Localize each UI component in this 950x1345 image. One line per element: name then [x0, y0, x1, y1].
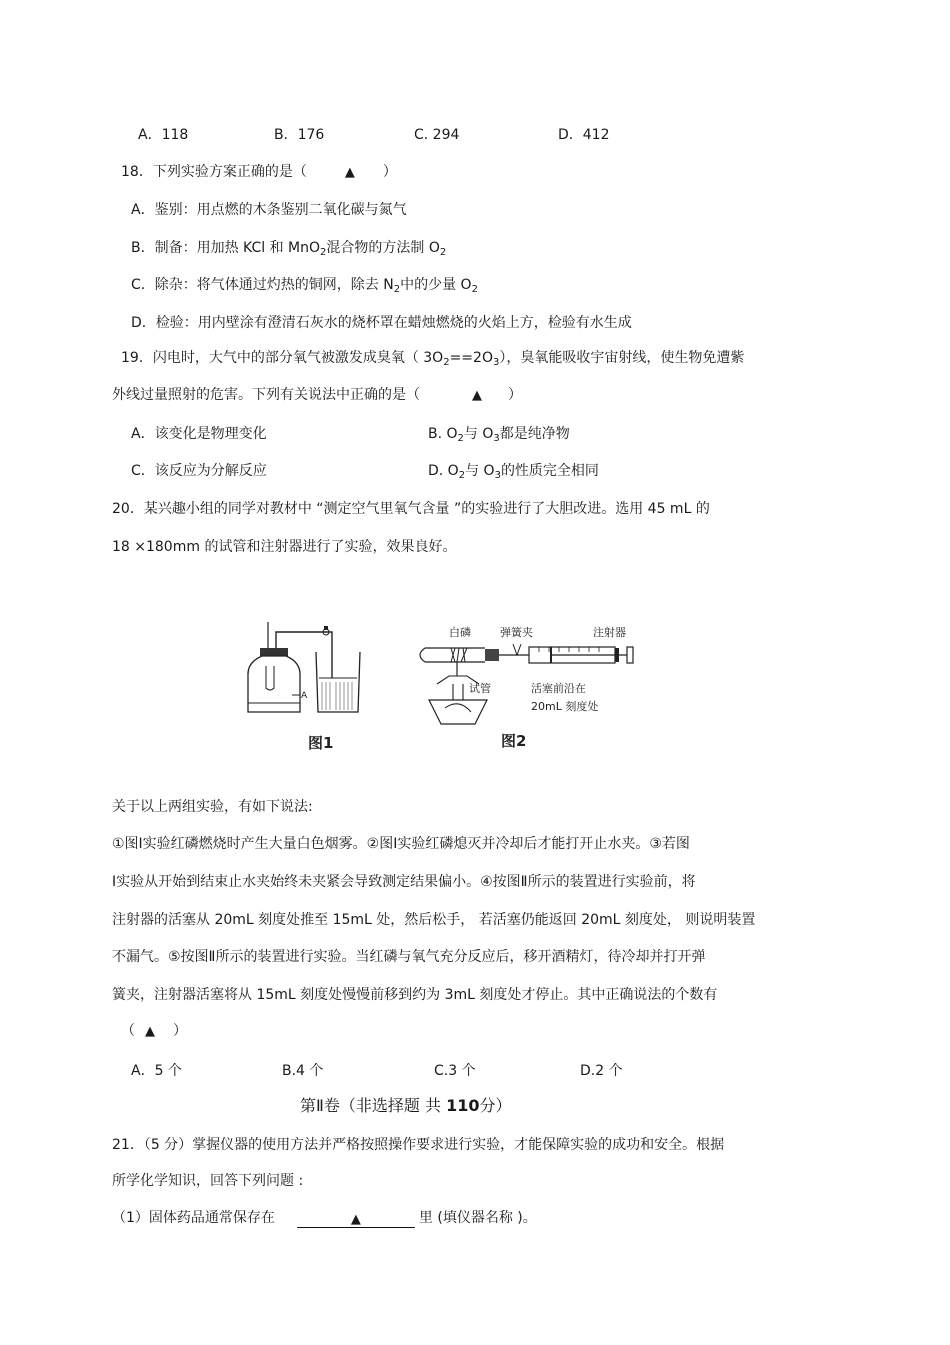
subscript: 2: [458, 470, 466, 481]
subscript: 2: [457, 433, 464, 444]
q19-text: ==2O: [449, 350, 493, 366]
q17-option-a: A．118: [138, 127, 189, 143]
subscript: 2: [471, 284, 478, 295]
subscript: 2: [439, 247, 447, 258]
q18-option-c-text-2: 中的少量 O: [400, 277, 472, 293]
q18-option-b-text-2: 混合物的方法制 O: [326, 240, 440, 256]
fig2-label-spring-clamp: 弹簧夹: [500, 626, 533, 639]
answer-marker-icon: ▲: [145, 1024, 155, 1039]
answer-marker-icon: ▲: [472, 388, 482, 403]
q18-option-a: A．鉴别：用点燃的木条鉴别二氧化碳与氮气: [131, 202, 407, 218]
q19-text: ）: [508, 387, 522, 403]
q20-para-line: ①图Ⅰ实验红磷燃烧时产生大量白色烟雾。②图Ⅰ实验红磷熄灭并冷却后才能打开止水夹。③若图: [112, 836, 690, 852]
q20-option-c: C.3 个: [434, 1063, 476, 1079]
q19-option-b-text: 都是纯净物: [499, 426, 570, 442]
q19-option-b-text: B. O: [428, 426, 458, 442]
q20-option-a: A．5 个: [131, 1063, 182, 1079]
q20-answer-open: （: [121, 1023, 135, 1039]
q20-para-line: 注射器的活塞从 20mL 刻度处推至 15mL 处，然后松手， 若活塞仍能返回 20mL 刻度处， 则说明装置: [112, 912, 756, 928]
q21-sub-1-text-end: 里 (填仪器名称 )。: [418, 1210, 537, 1226]
q19-option-d: [428, 461, 599, 486]
q19-option-b: [428, 424, 570, 449]
q19-option-a: A．该变化是物理变化: [131, 426, 267, 442]
q20-para-line: Ⅰ实验从开始到结束止水夹始终未夹紧会导致测定结果偏小。④按图Ⅱ所示的装置进行实验前，将: [112, 874, 696, 890]
q20-answer-close: ）: [173, 1023, 187, 1039]
answer-marker-icon: ▲: [344, 165, 355, 180]
q20-para-line: 不漏气。⑤按图Ⅱ所示的装置进行实验。当红磷与氧气充分反应后，移开酒精灯，待冷却并打开弹: [112, 949, 706, 965]
subscript: 2: [320, 247, 327, 258]
q18-option-c: [131, 275, 478, 300]
subscript: 3: [492, 357, 500, 368]
q21-sub-1: [112, 1208, 537, 1228]
q18-stem: [121, 162, 397, 183]
q17-option-c: C. 294: [414, 127, 460, 143]
figure-2: [405, 618, 645, 753]
fig2-label-syringe: 注射器: [593, 626, 626, 639]
q18-option-d: D．检验：用内壁涂有澄清石灰水的烧杯罩在蜡烛燃烧的火焰上方，检验有水生成: [131, 315, 632, 331]
q20-line-2: 18 ×180mm 的试管和注射器进行了实验，效果良好。: [112, 539, 457, 555]
q18-stem-text: 18．下列实验方案正确的是（: [121, 164, 307, 180]
q21-line-2: 所学化学知识，回答下列问题 :: [112, 1173, 304, 1189]
q21-blank-1[interactable]: [297, 1209, 415, 1228]
q18-stem-end: ）: [382, 164, 397, 180]
q18-option-b-text: B．制备：用加热 KCl 和 MnO: [131, 240, 321, 256]
section-2-title-text: 第Ⅱ卷（非选择题 共: [300, 1096, 447, 1115]
q19-option-d-text: 与 O: [465, 463, 495, 479]
q18-option-c-text: C．除杂：将气体通过灼热的铜网，除去 N: [131, 277, 394, 293]
q20-line-1: 20．某兴趣小组的同学对教材中 “测定空气里氧气含量 ”的实验进行了大胆改进。选用 45 mL 的: [112, 501, 710, 517]
subscript: 3: [494, 470, 501, 481]
fig2-label-test-tube: 试管: [469, 682, 491, 695]
q18-option-b: [131, 238, 446, 263]
fig1-caption: 图1: [308, 734, 334, 752]
subscript: 3: [493, 433, 500, 444]
q20-para-line: 关于以上两组实验，有如下说法:: [112, 799, 313, 815]
subscript: 2: [393, 284, 401, 295]
q19-text: ），臭氧能吸收宇宙射线，使生物免遭紫: [499, 350, 745, 366]
figure-1: [240, 618, 380, 753]
section-2-title: [300, 1096, 511, 1116]
q20-option-d: D.2 个: [580, 1063, 623, 1079]
fig2-label-piston-1: 活塞前沿在: [531, 682, 586, 695]
q17-option-d: D．412: [558, 127, 610, 143]
fig1-label-a: A: [301, 691, 308, 701]
q19-text: 19．闪电时，大气中的部分氧气被激发成臭氧（ 3O: [121, 350, 444, 366]
q20-option-b: B.4 个: [282, 1063, 324, 1079]
q21-line-1: 21．（5 分）掌握仪器的使用方法并严格按照操作要求进行实验，才能保障实验的成功和安全。根据: [112, 1137, 725, 1153]
section-2-title-end: 分）: [479, 1096, 512, 1115]
q21-sub-1-text: （1）固体药品通常保存在: [112, 1210, 275, 1226]
fig2-label-white-phosphorus: 白磷: [449, 626, 471, 639]
answer-marker-icon: ▲: [350, 1212, 361, 1227]
section-2-score: 110: [446, 1096, 480, 1115]
fig2-label-piston-2: 20mL 刻度处: [531, 700, 599, 713]
q19-line-1: [121, 348, 744, 373]
q17-option-b: B．176: [274, 127, 325, 143]
q19-option-d-text: 的性质完全相同: [500, 463, 599, 479]
q19-text: 外线过量照射的危害。下列有关说法中正确的是（: [112, 387, 420, 403]
q19-option-b-text: 与 O: [463, 426, 494, 442]
q19-line-2: [112, 385, 522, 406]
q19-option-c: C．该反应为分解反应: [131, 463, 267, 479]
q20-answer-slot: [121, 1021, 187, 1042]
q20-para-line: 簧夹，注射器活塞将从 15mL 刻度处慢慢前移到约为 3mL 刻度处才停止。其中正确说法的个数有: [112, 987, 718, 1003]
fig2-caption: 图2: [501, 732, 527, 750]
q19-option-d-text: D. O: [428, 463, 459, 479]
subscript: 2: [443, 357, 450, 368]
